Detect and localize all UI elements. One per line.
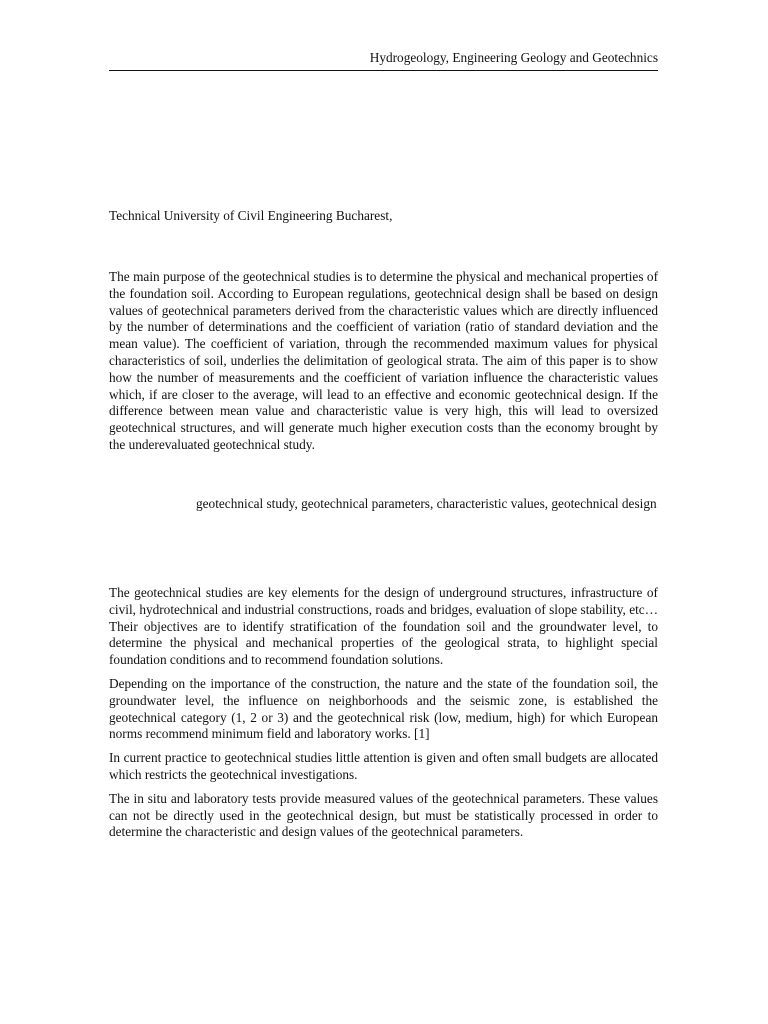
body-paragraph: The in situ and laboratory tests provide measured values of the geotechnical parameters. These values can not be directly used in the geotechnical design, but must be statistically processed in order to determine the characteristic and design values of the geotechnical parameters. <box>109 790 658 840</box>
body-paragraph: In current practice to geotechnical studies little attention is given and often small budgets are allocated which restricts the geotechnical investigations. <box>109 750 658 782</box>
keywords-text: geotechnical study, geotechnical parameters, characteristic values, geotechnical design <box>196 496 657 511</box>
body-paragraph: Depending on the importance of the construction, the nature and the state of the foundation soil, the groundwater level, the influence on neighborhoods and the seismic zone, is established the geotechnical category (1, 2 or 3) and the geotechnical risk (low, medium, high) for which European norms recommend minimum field and laboratory works. [1] <box>109 675 658 742</box>
introduction-section <box>109 585 658 848</box>
header-rule <box>109 70 658 71</box>
author-affiliation: Technical University of Civil Engineering Bucharest, <box>109 208 393 223</box>
running-header: Hydrogeology, Engineering Geology and Geotechnics <box>369 50 658 65</box>
body-paragraph: The geotechnical studies are key elements for the design of underground structures, infrastructure of civil, hydrotechnical and industrial constructions, roads and bridges, evaluation of slope stability, etc… Their objectives are to identify stratification of the foundation soil and the groundwater level, to determine the physical and mechanical properties of the geological strata, to highlight special foundation conditions and to recommend foundation solutions. <box>109 585 658 668</box>
abstract-text: The main purpose of the geotechnical studies is to determine the physical and mechanical properties of the foundation soil. According to European regulations, geotechnical design shall be based on design values of geotechnical parameters derived from the characteristic values which are directly influenced by the number of determinations and the coefficient of variation (ratio of standard deviation and the mean value). The coefficient of variation, through the recommended maximum values for physical characteristics of soil, underlies the delimitation of geological strata. The aim of this paper is to show how the number of measurements and the coefficient of variation influence the characteristic values which, if are closer to the average, will lead to an effective and economic geotechnical design. If the difference between mean value and characteristic value is very high, this will lead to oversized geotechnical structures, and will generate much higher execution costs than the economy brought by the underevaluated geotechnical study. <box>109 269 658 452</box>
